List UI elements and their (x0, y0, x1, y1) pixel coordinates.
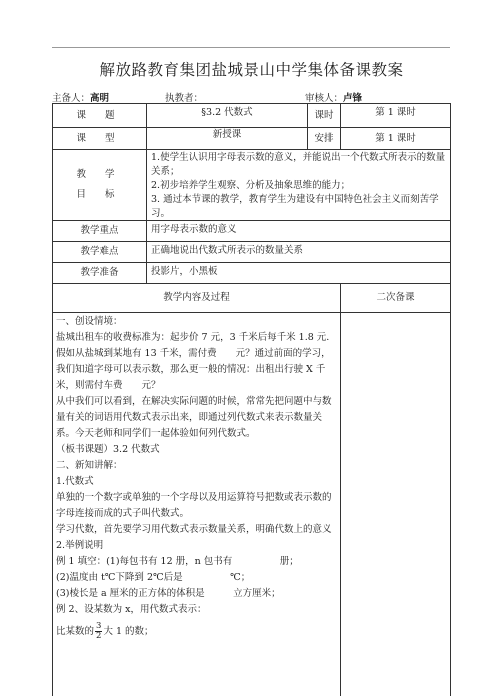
reviewer-name: 卢锋 (343, 93, 363, 104)
difficulty-value: 正确地说出代数式所表示的数量关系 (146, 241, 451, 263)
fraction: $\frac{3}{2}$ (96, 621, 102, 641)
topic-label: 课 题 (52, 103, 147, 128)
header-rule (52, 47, 450, 48)
preparer-info: 主备人：高明 (52, 93, 110, 104)
teacher-label: 执教者： (165, 93, 204, 104)
key-point-value: 用字母表示数的意义 (146, 220, 451, 242)
second-prep-header: 二次备课 (340, 283, 451, 313)
goals-label: 教 学 目 标 (52, 149, 147, 221)
goals-content (146, 149, 451, 221)
paragraph: 从中我们可以看到，在解决实际问题的时候，常常先把问题中与数量有关的词语用代数式表示出来，即通过列代数式来表示数量关系。今天老师和同学们一起体验如何列代数式。 (56, 396, 332, 439)
hours-value: 第 1 课时 (340, 103, 451, 128)
example-line: 比某数的 $\frac{3}{2}$ 大 1 的数； (56, 621, 154, 641)
preparer-name: 高明 (90, 93, 110, 104)
paragraph: 单独的一个数字或单独的一个字母以及用运算符号把数或表示数的字母连接而成的式子叫代数式。 (56, 492, 332, 519)
example-line: (3)棱长是 a 厘米的正方体的体积是 立方厘米； (56, 588, 281, 599)
schedule-label: 安排 (307, 127, 341, 150)
type-label: 课 型 (52, 127, 147, 150)
paragraph: 盐城出租车的收费标准为：起步价 7 元，3 千米后每千米 1.8 元. 假如从盐城到某地有 13 千米，需付费 元？通过前面的学习，我们知道字母可以表示数，那么更一般的情况：出租出行驶 X 千米，则需付车费 元？ (56, 332, 331, 391)
goal-item: 3. 通过本节课的教学，教育学生为建设有中国特色社会主义而刻苦学习。 (151, 194, 439, 219)
preparation-label: 教学准备 (52, 262, 147, 284)
key-point-label: 教学重点 (52, 220, 147, 242)
document-title: 解放路教育集团盐城景山中学集体备课教案 (99, 61, 404, 79)
difficulty-label: 教学难点 (52, 241, 147, 263)
example-line: 例 2、设某数为 x，用代数式表示： (56, 604, 207, 615)
example-line: (2)温度由 t℃下降到 2℃后是 ℃； (56, 572, 251, 583)
subheading: 1.代数式 (56, 476, 94, 487)
process-header: 教学内容及过程 (52, 283, 341, 313)
hours-label: 课时 (307, 103, 341, 128)
paragraph: （板书课题）3.2 代数式 (56, 444, 160, 455)
goal-item: 2.初步培养学生观察、分析及抽象思维的能力； (151, 180, 351, 191)
topic-value: §3.2 代数式 (146, 103, 308, 128)
goal-item: 1.使学生认识用字母表示数的意义，并能说出一个代数式所表示的数量关系； (151, 152, 446, 177)
lesson-process-content (52, 312, 341, 696)
section-heading: 二、新知讲解： (56, 460, 123, 471)
paragraph: 学习代数，首先要学习用代数式表示数量关系，明确代数上的意义 (56, 524, 332, 535)
example-line: 例 1 填空：(1)每包书有 12 册，n 包书有 册； (56, 556, 299, 567)
preparation-value: 投影片，小黑板 (146, 262, 451, 284)
subheading: 2.举例说明 (56, 540, 104, 551)
schedule-value: 第 1 课时 (340, 127, 451, 150)
type-value: 新授课 (146, 127, 308, 150)
reviewer-info: 审核人：卢锋 (305, 93, 363, 104)
section-heading: 一、创设情境： (56, 316, 123, 327)
second-prep-column (340, 312, 451, 696)
